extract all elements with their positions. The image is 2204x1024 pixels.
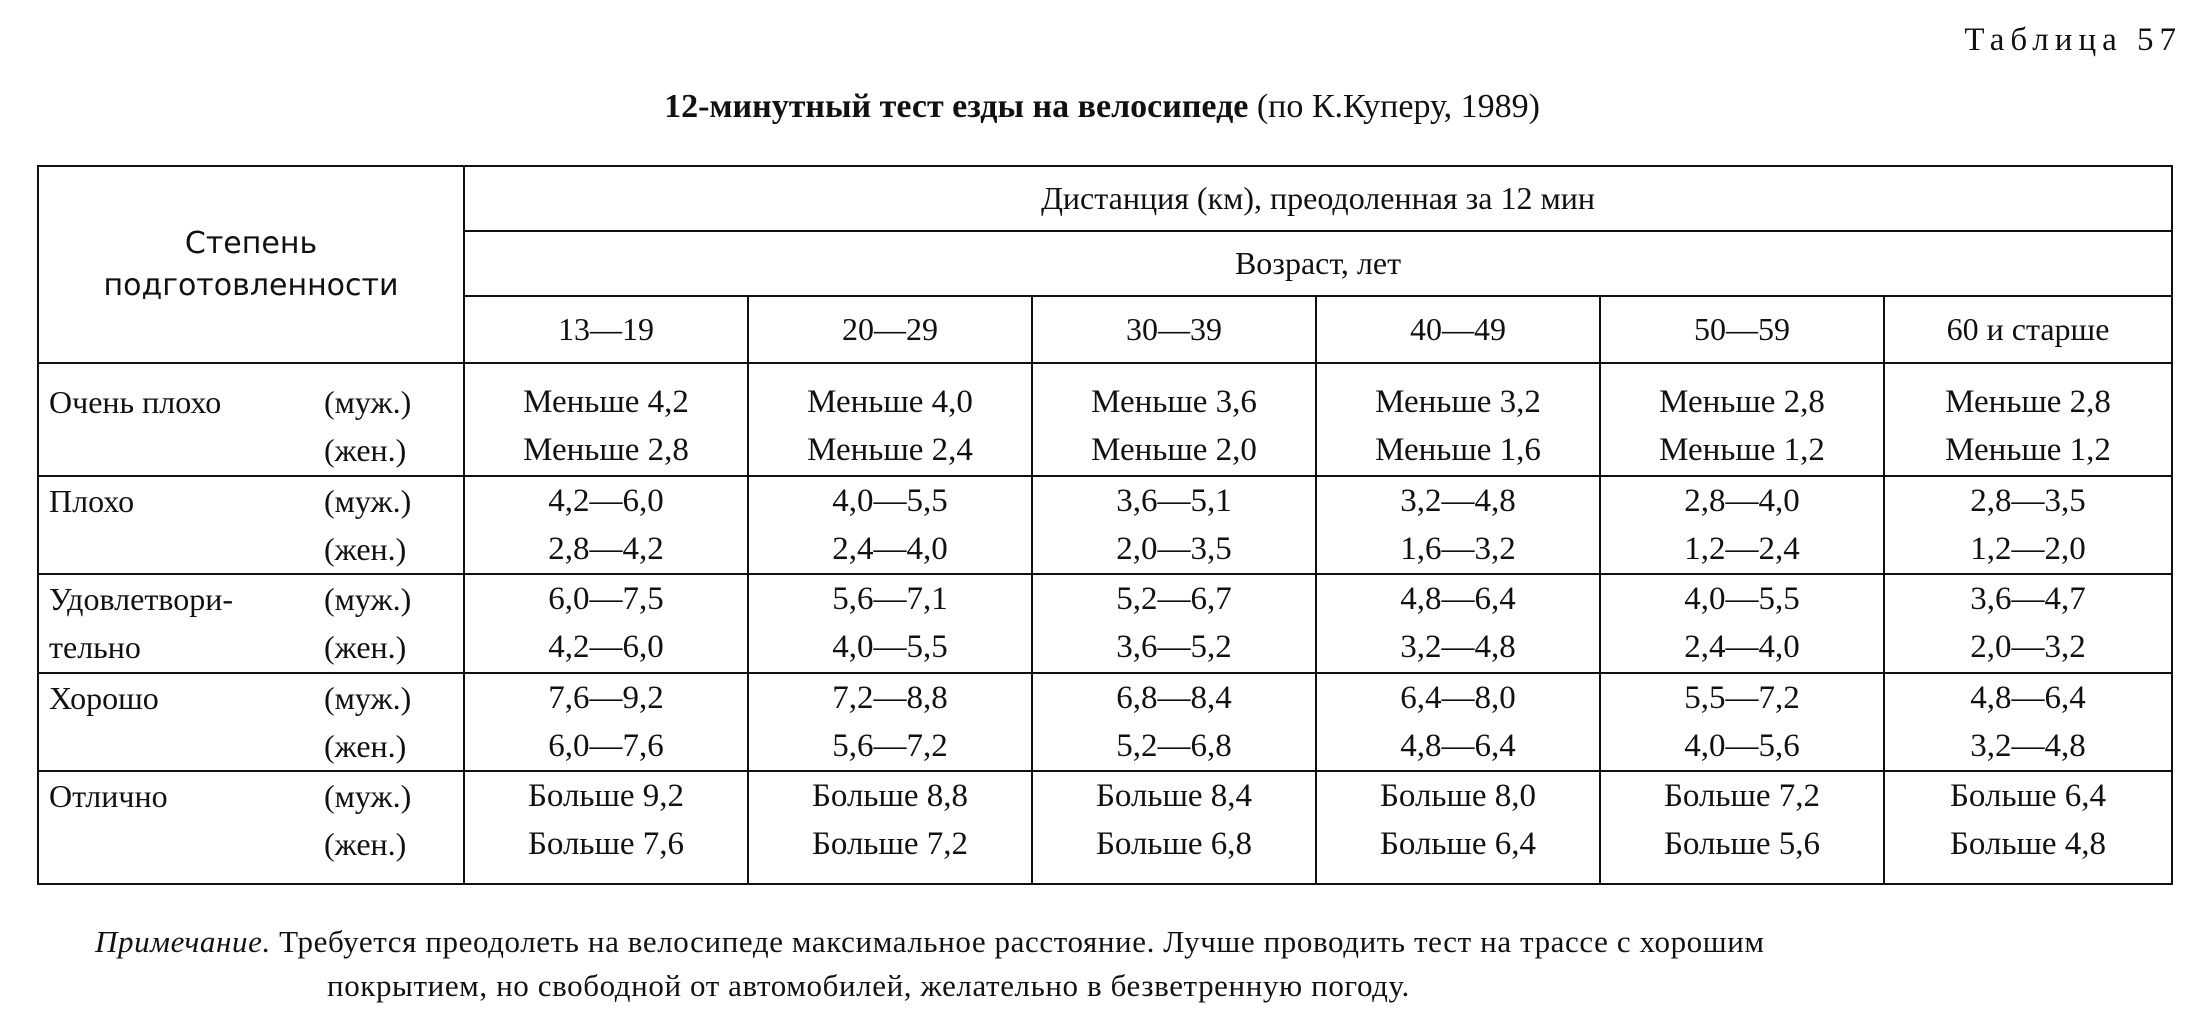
level-label-line: Удовлетвори- — [49, 581, 233, 618]
value-cell — [1032, 476, 1316, 575]
level-label — [38, 574, 310, 673]
sex-labels — [310, 771, 464, 884]
sex-label-male: (муж.) — [324, 384, 412, 420]
level-header-line-2: подготовленности — [103, 267, 399, 303]
value-cell — [1884, 574, 2172, 673]
male-value: Больше 8,8 — [811, 778, 969, 815]
value-cell — [1032, 673, 1316, 772]
sex-label-female: (жен.) — [324, 727, 407, 764]
value-cell — [1316, 673, 1600, 772]
age-col-13-19: 13—19 — [464, 296, 748, 363]
male-value: 3,2—4,8 — [1400, 482, 1516, 519]
male-value: Больше 6,4 — [1949, 778, 2107, 815]
value-cell — [464, 673, 748, 772]
male-value: 4,2—6,0 — [548, 482, 664, 519]
female-value: Больше 6,8 — [1095, 826, 1253, 863]
value-cell — [464, 771, 748, 884]
female-value: Меньше 2,0 — [1091, 432, 1257, 468]
male-value: Меньше 2,8 — [1659, 384, 1825, 420]
value-cell — [1316, 574, 1600, 673]
value-cell — [1600, 574, 1884, 673]
male-value: Меньше 4,2 — [523, 384, 689, 420]
table-row — [38, 771, 2172, 884]
male-value: 5,5—7,2 — [1684, 679, 1800, 716]
value-cell — [1884, 673, 2172, 772]
sex-label-male: (муж.) — [324, 679, 412, 716]
female-value: 2,4—4,0 — [832, 530, 948, 567]
male-value: 6,8—8,4 — [1116, 679, 1232, 716]
sex-label-male: (муж.) — [324, 778, 412, 815]
female-value: 4,8—6,4 — [1400, 727, 1516, 764]
male-value: Меньше 2,8 — [1945, 384, 2111, 420]
male-value: Меньше 3,6 — [1091, 384, 1257, 420]
level-header-line-1: Степень — [184, 225, 318, 261]
female-value: 1,6—3,2 — [1400, 530, 1516, 567]
male-value: 3,6—5,1 — [1116, 482, 1232, 519]
female-value: 2,0—3,2 — [1970, 629, 2086, 666]
distance-header: Дистанция (км), преодоленная за 12 мин — [464, 166, 2172, 231]
level-label — [38, 476, 310, 575]
value-cell — [748, 574, 1032, 673]
age-col-40-49: 40—49 — [1316, 296, 1600, 363]
value-cell — [1600, 476, 1884, 575]
female-value: Больше 7,2 — [811, 826, 969, 863]
female-value: 5,2—6,8 — [1116, 727, 1232, 764]
female-value: 4,0—5,6 — [1684, 727, 1800, 764]
male-value: 5,6—7,1 — [832, 581, 948, 618]
value-cell — [1600, 363, 1884, 476]
male-value: Больше 8,4 — [1095, 778, 1253, 815]
female-value: 1,2—2,4 — [1684, 530, 1800, 567]
note-continuation: покрытием, но свободной от автомобилей, желательно в безветренную погоду. — [327, 968, 1410, 1003]
title-bold: 12-минутный тест езды на велосипеде — [664, 88, 1249, 125]
female-value: Меньше 1,2 — [1659, 432, 1825, 468]
male-value: 3,6—4,7 — [1970, 581, 2086, 618]
value-cell — [748, 673, 1032, 772]
level-header — [38, 166, 464, 363]
sex-label-female: (жен.) — [324, 530, 407, 567]
value-cell — [464, 574, 748, 673]
sex-label-male: (муж.) — [324, 581, 412, 618]
value-cell — [1884, 771, 2172, 884]
female-value: Больше 6,4 — [1379, 826, 1537, 863]
male-value: Больше 7,2 — [1663, 778, 1821, 815]
value-cell — [1600, 771, 1884, 884]
table-row — [38, 673, 2172, 772]
level-label — [38, 771, 310, 884]
note-label: Примечание. — [95, 924, 271, 959]
value-cell — [1316, 363, 1600, 476]
sex-labels — [310, 574, 464, 673]
level-label — [38, 673, 310, 772]
sex-labels — [310, 673, 464, 772]
value-cell — [464, 363, 748, 476]
value-cell — [1032, 363, 1316, 476]
level-label-line: Очень плохо — [49, 384, 222, 420]
male-value: 2,8—3,5 — [1970, 482, 2086, 519]
male-value: 6,0—7,5 — [548, 581, 664, 618]
male-value: Меньше 3,2 — [1375, 384, 1541, 420]
female-value: Меньше 1,6 — [1375, 432, 1541, 468]
sex-label-female: (жен.) — [324, 432, 407, 468]
value-cell — [1032, 574, 1316, 673]
female-value: Меньше 2,8 — [523, 432, 689, 468]
age-col-60-plus: 60 и старше — [1884, 296, 2172, 363]
note-text: Требуется преодолеть на велосипеде максимальное расстояние. Лучше проводить тест на трассе с хорошим — [270, 924, 1765, 959]
data-table — [37, 165, 2173, 885]
female-value: 5,6—7,2 — [832, 727, 948, 764]
female-value: Больше 7,6 — [527, 826, 685, 863]
female-value: 4,2—6,0 — [548, 629, 664, 666]
male-value: Меньше 4,0 — [807, 384, 973, 420]
level-label-line: Плохо — [49, 482, 135, 519]
sex-label-male: (муж.) — [324, 482, 412, 519]
value-cell — [1600, 673, 1884, 772]
value-cell — [1316, 476, 1600, 575]
age-col-30-39: 30—39 — [1032, 296, 1316, 363]
table-row — [38, 476, 2172, 575]
level-label-line: Хорошо — [49, 679, 159, 716]
age-col-50-59: 50—59 — [1600, 296, 1884, 363]
male-value: 7,6—9,2 — [548, 679, 664, 716]
female-value: 1,2—2,0 — [1970, 530, 2086, 567]
value-cell — [1884, 476, 2172, 575]
table-number: Таблица 57 — [1964, 22, 2182, 58]
female-value: 3,6—5,2 — [1116, 629, 1232, 666]
sex-label-female: (жен.) — [324, 826, 407, 863]
level-label — [38, 363, 310, 476]
female-value: 2,8—4,2 — [548, 530, 664, 567]
sex-labels — [310, 363, 464, 476]
male-value: Больше 9,2 — [527, 778, 685, 815]
age-header: Возраст, лет — [464, 231, 2172, 296]
value-cell — [748, 476, 1032, 575]
female-value: 2,0—3,5 — [1116, 530, 1232, 567]
value-cell — [1884, 363, 2172, 476]
male-value: Больше 8,0 — [1379, 778, 1537, 815]
female-value: 4,0—5,5 — [832, 629, 948, 666]
female-value: 3,2—4,8 — [1400, 629, 1516, 666]
female-value: 2,4—4,0 — [1684, 629, 1800, 666]
title-normal: (по К.Куперу, 1989) — [1248, 88, 1540, 125]
value-cell — [748, 771, 1032, 884]
table-title — [0, 88, 2204, 126]
female-value: 3,2—4,8 — [1970, 727, 2086, 764]
value-cell — [1032, 771, 1316, 884]
female-value: Меньше 1,2 — [1945, 432, 2111, 468]
male-value: 5,2—6,7 — [1116, 581, 1232, 618]
table-row — [38, 363, 2172, 476]
level-label-line: тельно — [49, 629, 141, 666]
female-value: 6,0—7,6 — [548, 727, 664, 764]
male-value: 4,0—5,5 — [1684, 581, 1800, 618]
male-value: 4,0—5,5 — [832, 482, 948, 519]
male-value: 2,8—4,0 — [1684, 482, 1800, 519]
value-cell — [1316, 771, 1600, 884]
age-col-20-29: 20—29 — [748, 296, 1032, 363]
level-label-line: Отлично — [49, 778, 168, 815]
female-value: Меньше 2,4 — [807, 432, 973, 468]
value-cell — [464, 476, 748, 575]
male-value: 6,4—8,0 — [1400, 679, 1516, 716]
table-row — [38, 574, 2172, 673]
sex-label-female: (жен.) — [324, 629, 407, 666]
value-cell — [748, 363, 1032, 476]
female-value: Больше 4,8 — [1949, 826, 2107, 863]
male-value: 7,2—8,8 — [832, 679, 948, 716]
table-note — [95, 920, 2175, 1008]
male-value: 4,8—6,4 — [1400, 581, 1516, 618]
male-value: 4,8—6,4 — [1970, 679, 2086, 716]
sex-labels — [310, 476, 464, 575]
female-value: Больше 5,6 — [1663, 826, 1821, 863]
